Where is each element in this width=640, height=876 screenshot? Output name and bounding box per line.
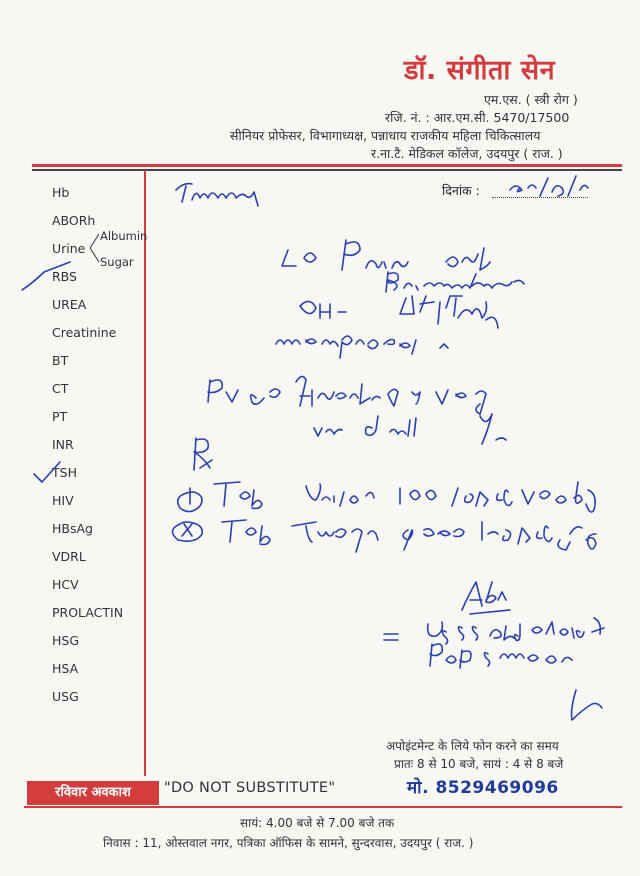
test-aborh: ABORh (52, 213, 96, 228)
test-vdrl: VDRL (52, 549, 86, 564)
sunday-holiday-badge: रविवार अवकाश (27, 781, 159, 805)
tsh-check-mark (34, 462, 60, 482)
test-hcv: HCV (52, 577, 79, 592)
test-hsa: HSA (52, 661, 79, 676)
footer-divider (24, 806, 622, 808)
test-urine-albumin: Albumin (100, 229, 148, 243)
test-prolactin: PROLACTIN (52, 605, 124, 620)
registration-number: रजि. नं. : आर.एम.सी. 5470/17500 (385, 110, 570, 125)
test-hiv: HIV (52, 493, 74, 508)
test-hbsag: HBsAg (52, 521, 93, 536)
test-hb: Hb (52, 185, 70, 200)
handwritten-line-3 (300, 296, 498, 328)
do-not-substitute-label: "DO NOT SUBSTITUTE" (164, 780, 336, 796)
handwritten-investigations (384, 618, 604, 668)
handwritten-line-1 (282, 240, 490, 270)
test-pt: PT (52, 409, 68, 424)
rbs-check-mark (22, 262, 70, 290)
test-creatinine: Creatinine (52, 325, 117, 340)
test-urine-sugar: Sugar (100, 255, 134, 269)
college-name: र.ना.टै. मेडिकल कॉलेज, उदयपुर ( राज. ) (371, 146, 563, 161)
test-inr: INR (52, 437, 74, 452)
test-bt: BT (52, 353, 69, 368)
test-urea: UREA (52, 297, 87, 312)
evening-hours: सायं: 4.00 बजे से 7.00 बजे तक (240, 816, 395, 830)
test-ct: CT (52, 381, 69, 396)
rx-symbol (194, 438, 212, 470)
doctor-signature (572, 690, 603, 720)
appointment-title: अपोइंटमेन्ट के लिये फोन करने का समय (386, 739, 559, 753)
doctor-position: सीनियर प्रोफेसर, विभागाध्यक्ष, पन्नाधाय राजकीय महिला चिकित्सालय (230, 128, 541, 143)
handwritten-date (510, 176, 588, 196)
test-rbs: RBS (52, 269, 77, 284)
handwritten-line-5 (208, 376, 486, 414)
handwritten-line-4 (276, 336, 448, 358)
doctor-qualification: एम.एस. ( स्त्री रोग ) (484, 92, 578, 107)
handwritten-line-2 (386, 272, 524, 292)
residence-address: निवास : 11, ओस्तवाल नगर, पत्रिका ऑफिस के सामने, सुन्दरवास, उदयपुर ( राज. ) (103, 836, 474, 850)
phone-number: मो. 8529469096 (407, 778, 559, 798)
test-urine: Urine (52, 241, 86, 256)
handwritten-advice (462, 582, 510, 614)
handwritten-rx-item-2 (172, 520, 596, 552)
test-hsg: HSG (52, 633, 80, 648)
handwritten-line-6 (314, 414, 506, 444)
handwritten-rx-item-1 (178, 482, 595, 512)
test-usg: USG (52, 689, 79, 704)
test-tsh: TSH (52, 465, 77, 480)
date-label: दिनांक : (442, 183, 480, 198)
doctor-name: डॉ. संगीता सेन (404, 55, 556, 86)
handwritten-patient-name (176, 184, 258, 206)
appointment-timings: प्रातः 8 से 10 बजे, सायं : 4 से 8 बजे (394, 757, 564, 771)
